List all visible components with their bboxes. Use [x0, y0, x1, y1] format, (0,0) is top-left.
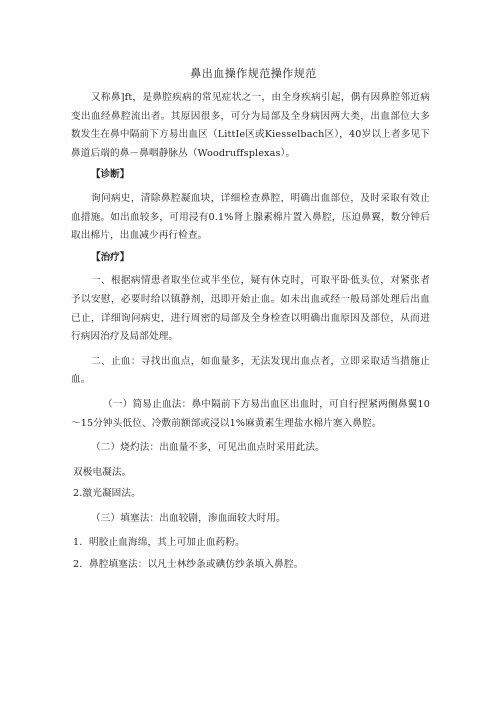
method-packing-item-2: 2．鼻腔填塞法：以凡士林纱条或碘仿纱条填入鼻腔。: [73, 559, 304, 571]
document-title: 鼻出血操作规范操作规范: [190, 67, 317, 80]
method-simple: （一）简易止血法：鼻中隔前下方易出血区出血时，可自行捏紧两侧鼻翼10～15分钟头低位、冷敷前额部或浸以1%麻黄素生理盐水棉片塞入鼻腔。: [71, 398, 430, 429]
diagnosis-heading: 【诊断】: [91, 169, 130, 181]
treatment-paragraph-1: 一、根据病情患者取坐位或半坐位，疑有休克时，可取平卧低头位，对紧张者予以安慰，必要时给以镇静剂，迅即开始止血。如未出血或经一般局部处理后出血已止，详细询问病史，进行周密的局部及全身检查以明确出血原因及部位，从而进行病因治疗及局部处理。: [71, 275, 430, 343]
method-cautery-item-2: 2.激光凝固法。: [73, 488, 141, 500]
intro-paragraph: 又称鼻]ft，是鼻腔疾病的常见症状之一，由全身疾病引起，偶有因鼻腔邻近病变出血经鼻腔流出者。其原因很多，可分为局部及全身病因两大类，出血部位大多数发生在鼻中隔前下方易出血区（LittIe区或Kiesselbach区），40岁以上者多见下鼻道后端的鼻－鼻咽静脉丛（Woodruffsplexas）。: [71, 92, 430, 159]
treatment-paragraph-2: 二、止血：寻找出血点，如血量多，无法发现出血点者，立即采取适当措施止血。: [71, 355, 430, 386]
method-cautery: （二）烧灼法：出血量不多，可见出血点时采用此法。: [91, 442, 325, 454]
treatment-heading: 【治疗】: [91, 251, 130, 263]
method-packing: （三）填塞法：出血较剧，渗血面较大时用。: [91, 512, 286, 524]
method-cautery-item-1: 双极电凝法。: [73, 466, 132, 478]
method-packing-item-1: 1．明胶止血海绵，其上可加止血药粉。: [73, 537, 245, 549]
diagnosis-paragraph: 询问病史，清除鼻腔凝血块，详细检查鼻腔，明确出血部位，及时采取有效止血措施。如出血较多，可用浸有0.1%肾上腺素棉片置入鼻腔，压迫鼻翼，数分钟后取出棉片，出血减少再行检查。: [71, 192, 430, 242]
